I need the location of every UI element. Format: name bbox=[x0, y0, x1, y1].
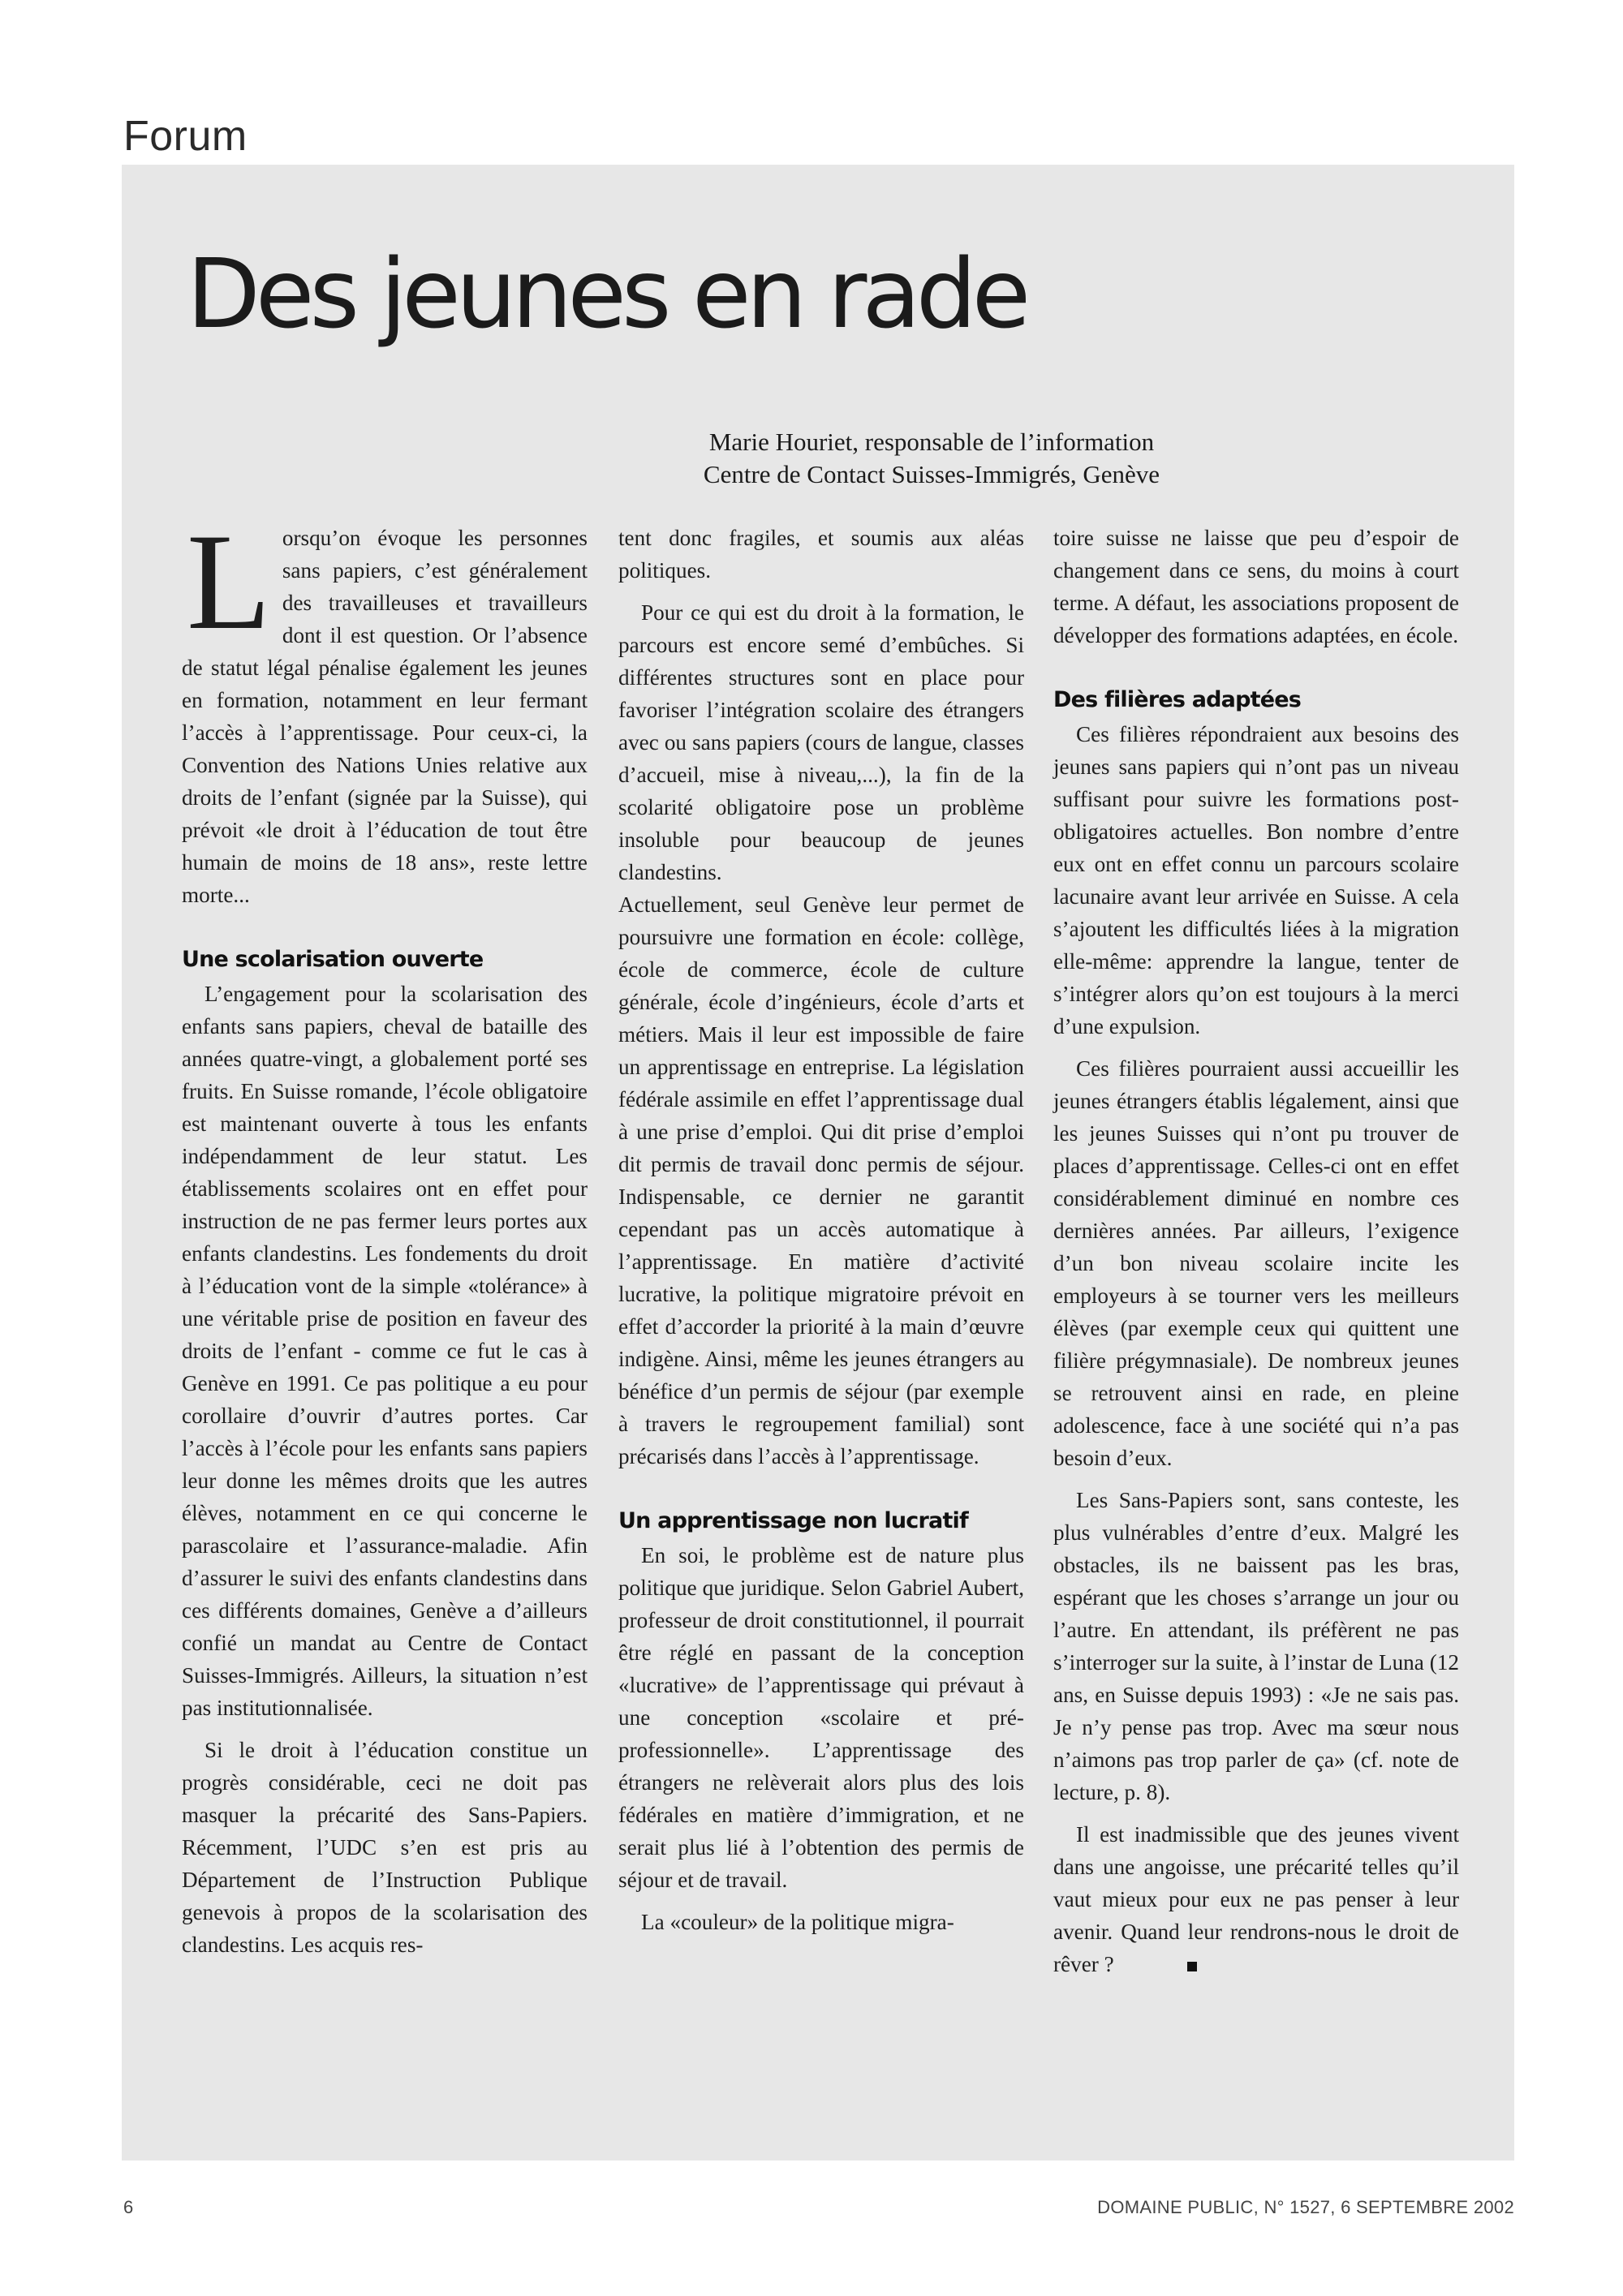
article-column-2 bbox=[618, 522, 1024, 1938]
article-title: Des jeunes en rade bbox=[187, 238, 1027, 350]
body-paragraph: Les Sans-Papiers sont, sans conteste, les plus vulnérables d’entre d’eux. Malgré les obstacles, ils ne baissent pas les bras, espérant que les choses s’arrange un jour ou l’autre. En attendant, ils préfèrent ne pas s’interroger sur la suite, à l’instar de Luna (12 ans, en Suisse depuis 1993) : «Je ne sais pas. Je n’y pense pas trop. Avec ma sœur nous n’aimons pas trop parler de ça» (cf. note de lecture, p. 8). bbox=[1053, 1488, 1459, 1804]
intro-text: orsqu’on évoque les personnes sans papiers, c’est généralement des travailleuses et travailleurs dont il est question. Or l’absence de statut légal pénalise également les jeunes en formation, notamment en leur fermant l’accès à l’apprentissage. Pour ceux-ci, la Convention des Nations Unies relative aux droits de l’enfant (signée par la Suisse), qui prévoit «le droit à l’éducation de tout être humain de moins de 18 ans», reste lettre morte... bbox=[182, 526, 588, 907]
body-paragraph: Ces filières pourraient aussi accueillir les jeunes étrangers établis légalement, ainsi que les jeunes Suisses qui n’ont pu trouver de places d’apprentissage. Celles-ci ont en effet considérablement diminué en nombre ces dernières années. Par ailleurs, l’exigence d’un bon niveau scolaire incite les employeurs à se tourner vers les meilleurs élèves (par exemple ceux qui quittent une filière prégymnasiale). De nombreux jeunes se retrouvent ainsi en rade, en pleine adolescence, face à une société qui n’a pas besoin d’eux. bbox=[1053, 1056, 1459, 1470]
author-name-role: Marie Houriet, responsable de l’information bbox=[708, 428, 1155, 456]
body-paragraph: Si le droit à l’éducation constitue un progrès considérable, ceci ne doit pas masquer la précarité des Sans-Papiers. Récemment, l’UDC s’en est pris au Département de l’Instruction Publique genevois à propos de la scolarisation des clandestins. Les acquis res- bbox=[182, 1738, 588, 1957]
article-column-3 bbox=[1053, 522, 1459, 1980]
body-paragraph: toire suisse ne laisse que peu d’espoir de changement dans ce sens, du moins à court terme. A défaut, les associations proposent de développer des formations adaptées, en école. bbox=[1053, 526, 1459, 647]
section-label: Forum bbox=[123, 113, 248, 160]
body-paragraph: Pour ce qui est du droit à la formation, le parcours est encore semé d’embûches. Si différentes structures sont en place pour favoriser l’intégration scolaire des étrangers avec ou sans papiers (cours de langue, classes d’accueil, mise à niveau,...), la fin de la scolarité obligatoire pose un problème insoluble pour beaucoup de jeunes clandestins. bbox=[618, 600, 1024, 884]
section-heading: Un apprentissage non lucratif bbox=[618, 1508, 968, 1533]
body-paragraph: Actuellement, seul Genève leur permet de poursuivre une formation en école: collège, école de commerce, école de culture générale, école d’ingénieurs, école d’arts et métiers. Mais il leur est impossible de faire un apprentissage en entreprise. La législation fédérale assimile en effet l’apprentissage dual à une prise d’emploi. Qui dit prise d’emploi dit permis de travail donc permis de séjour. Indispensable, ce dernier ne garantit cependant pas un accès automatique à l’apprentissage. En matière d’activité lucrative, la politique migratoire prévoit en effet d’accorder la priorité à la main d’œuvre indigène. Ainsi, même les jeunes étrangers au bénéfice d’un permis de séjour (par exemple à travers le regroupement familial) sont précarisés dans l’accès à l’apprentissage. bbox=[618, 892, 1024, 1468]
page-number: 6 bbox=[123, 2197, 134, 2217]
publication-info: DOMAINE PUBLIC, N° 1527, 6 SEPTEMBRE 2002 bbox=[1097, 2197, 1514, 2217]
body-paragraph: La «couleur» de la politique migra- bbox=[641, 1910, 954, 1934]
closing-text: Il est inadmissible que des jeunes vivent dans une angoisse, une précarité telles qu’il vaut mieux pour eux ne pas penser à leur avenir. Quand leur rendrons-nous le droit de rêver ? bbox=[1053, 1822, 1459, 1976]
author-byline bbox=[122, 426, 1514, 491]
drop-cap: L bbox=[187, 505, 271, 658]
body-paragraph: Ces filières répondraient aux besoins des jeunes sans papiers qui n’ont pas un niveau suffisant pour suivre les formations post-obligatoires actuelles. Bon nombre d’entre eux ont en effet connu un parcours scolaire lacunaire avant leur arrivée en Suisse. A cela s’ajoutent les difficultés liées à la migration elle-même: apprendre la langue, tenter de s’intégrer alors qu’on est toujours à la merci d’une expulsion. bbox=[1053, 722, 1459, 1038]
body-paragraph: L’engagement pour la scolarisation des enfants sans papiers, cheval de bataille des années quatre-vingt, a globalement porté ses fruits. En Suisse romande, l’école obligatoire est maintenant ouverte à tous les enfants indépendamment de leur statut. Les établissements scolaires ont en effet pour instruction de ne pas fermer leurs portes aux enfants clandestins. Les fondements du droit à l’éducation vont de la simple «tolérance» à une véritable prise de position en faveur des droits de l’enfant - comme ce fut le cas à Genève en 1991. Ce pas politique a eu pour corollaire d’ouvrir d’autres portes. Car l’accès à l’école pour les enfants sans papiers leur donne les mêmes droits que les autres élèves, notamment en ce qui concerne le parascolaire et l’assurance-maladie. Afin d’assurer le suivi des enfants clandestins dans ces différents domaines, Genève a d’ailleurs confié un mandat au Centre de Contact Suisses-Immigrés. Ailleurs, la situation n’est pas institutionnalisée. bbox=[182, 982, 588, 1720]
closing-paragraph bbox=[1053, 1818, 1459, 1980]
author-organization: Centre de Contact Suisses-Immigrés, Genève bbox=[703, 460, 1160, 488]
section-heading: Une scolarisation ouverte bbox=[182, 947, 484, 972]
intro-paragraph bbox=[182, 505, 588, 911]
end-of-article-mark bbox=[1187, 1962, 1197, 1971]
article-column-1 bbox=[182, 505, 588, 1961]
body-paragraph: tent donc fragiles, et soumis aux aléas politiques. bbox=[618, 526, 1024, 583]
article-panel bbox=[122, 165, 1514, 2161]
section-heading: Des filières adaptées bbox=[1053, 687, 1302, 712]
body-paragraph: En soi, le problème est de nature plus politique que juridique. Selon Gabriel Aubert, professeur de droit constitutionnel, il pourrait être réglé en passant de la conception «lucrative» de l’apprentissage qui prévaut à une conception «scolaire et pré-professionnelle». L’apprentissage des étrangers ne relèverait alors plus des lois fédérales en matière d’immigration, et ne serait plus lié à l’obtention des permis de séjour et de travail. bbox=[618, 1543, 1024, 1892]
